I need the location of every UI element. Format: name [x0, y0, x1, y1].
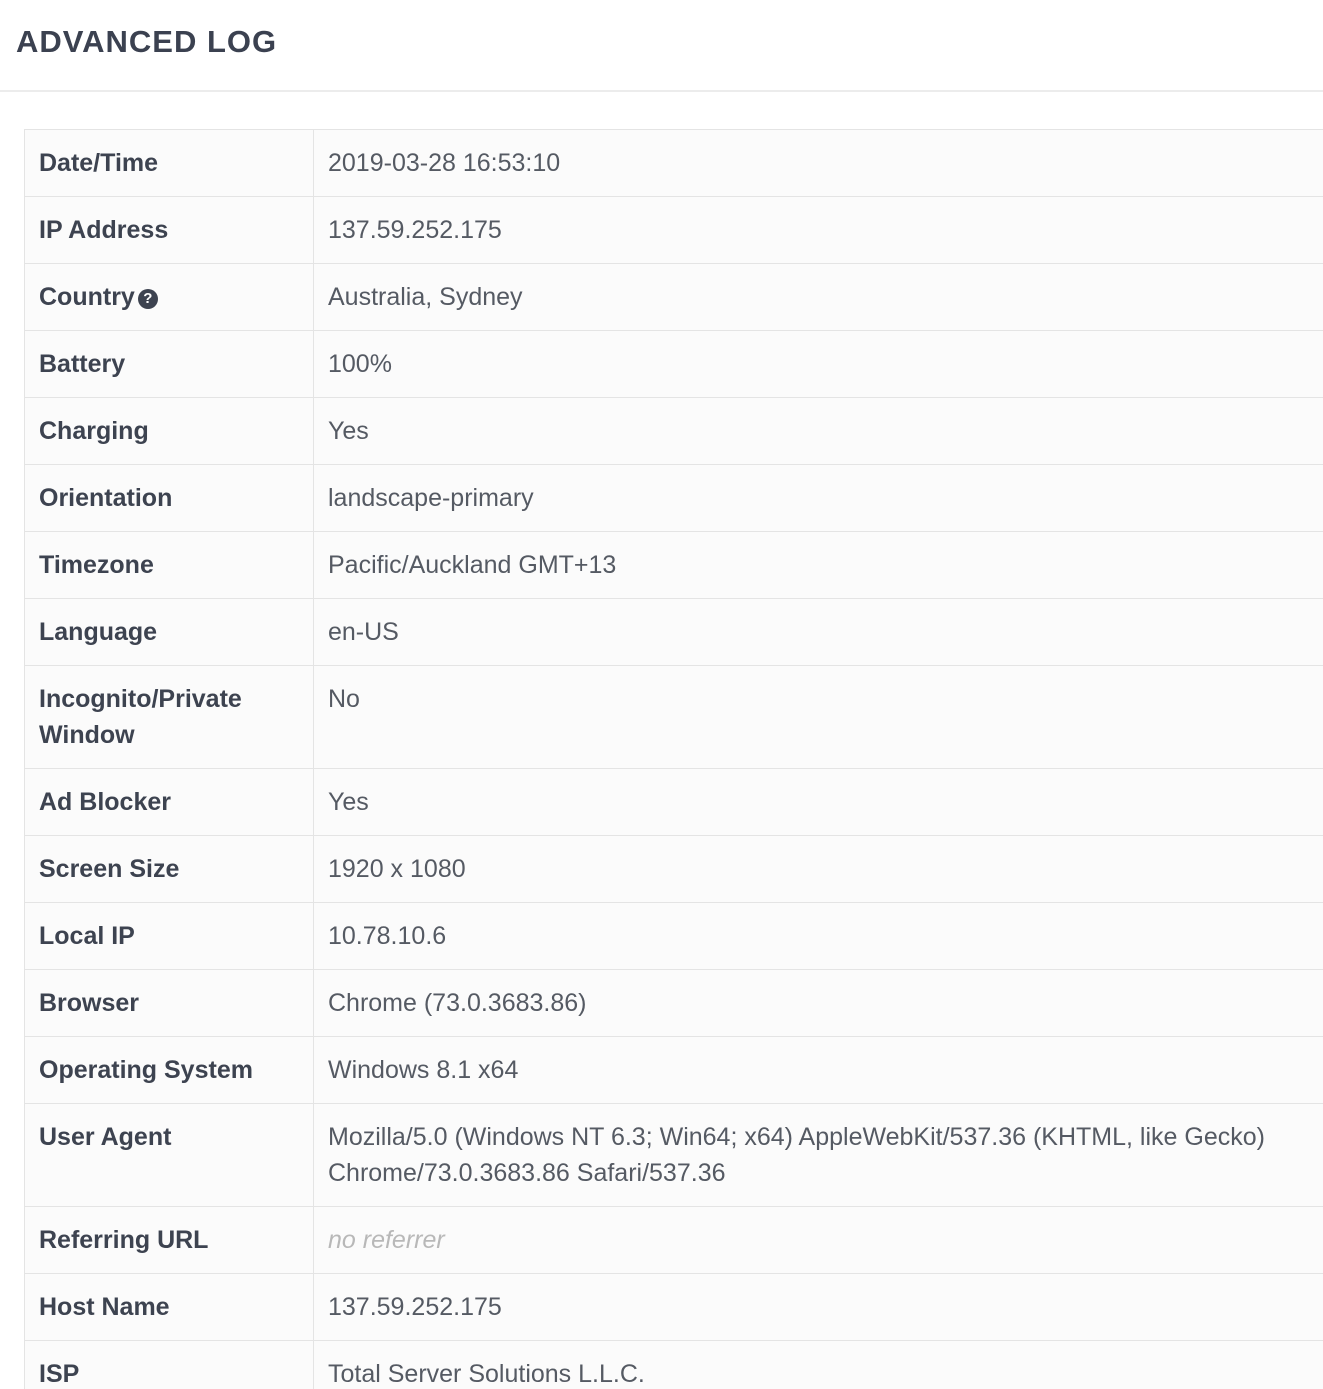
table-row	[25, 599, 1323, 666]
row-label-operating-system: Operating System	[25, 1037, 314, 1104]
row-label-language: Language	[25, 599, 314, 666]
row-label-incognito: Incognito/Private Window	[25, 666, 314, 769]
table-row	[25, 130, 1323, 197]
row-value-battery: 100%	[314, 331, 1323, 398]
row-value-country: Australia, Sydney	[314, 264, 1323, 331]
row-value-ad-blocker: Yes	[314, 769, 1323, 836]
row-value-referring-url: no referrer	[314, 1207, 1323, 1274]
table-row	[25, 666, 1323, 769]
table-row	[25, 1207, 1323, 1274]
table-row	[25, 903, 1323, 970]
table-row	[25, 264, 1323, 331]
row-label-charging: Charging	[25, 398, 314, 465]
row-label-user-agent: User Agent	[25, 1104, 314, 1207]
row-value-screen-size: 1920 x 1080	[314, 836, 1323, 903]
table-row	[25, 1274, 1323, 1341]
row-label-browser: Browser	[25, 970, 314, 1037]
row-value-charging: Yes	[314, 398, 1323, 465]
row-label-battery: Battery	[25, 331, 314, 398]
page-header	[0, 0, 1323, 92]
table-row	[25, 398, 1323, 465]
row-value-incognito: No	[314, 666, 1323, 769]
row-label-date-time: Date/Time	[25, 130, 314, 197]
row-label-referring-url: Referring URL	[25, 1207, 314, 1274]
row-label-screen-size: Screen Size	[25, 836, 314, 903]
row-label-orientation: Orientation	[25, 465, 314, 532]
table-row	[25, 769, 1323, 836]
row-value-language: en-US	[314, 599, 1323, 666]
row-label-local-ip: Local IP	[25, 903, 314, 970]
advanced-log-table	[24, 129, 1323, 1389]
row-label-ip-address: IP Address	[25, 197, 314, 264]
table-row	[25, 331, 1323, 398]
row-label-ad-blocker: Ad Blocker	[25, 769, 314, 836]
row-label-country: Country	[39, 283, 135, 311]
table-row	[25, 1104, 1323, 1207]
page-title: ADVANCED LOG	[16, 24, 278, 59]
table-row	[25, 197, 1323, 264]
table-row	[25, 970, 1323, 1037]
table-row	[25, 465, 1323, 532]
row-label-host-name: Host Name	[25, 1274, 314, 1341]
row-value-isp: Total Server Solutions L.L.C.	[314, 1341, 1323, 1389]
row-value-local-ip: 10.78.10.6	[314, 903, 1323, 970]
row-value-operating-system: Windows 8.1 x64	[314, 1037, 1323, 1104]
row-value-browser: Chrome (73.0.3683.86)	[314, 970, 1323, 1037]
row-value-date-time: 2019-03-28 16:53:10	[314, 130, 1323, 197]
table-row	[25, 532, 1323, 599]
table-row	[25, 1341, 1323, 1389]
row-value-ip-address: 137.59.252.175	[314, 197, 1323, 264]
row-value-timezone: Pacific/Auckland GMT+13	[314, 532, 1323, 599]
table-row	[25, 1037, 1323, 1104]
row-label-timezone: Timezone	[25, 532, 314, 599]
row-label-isp: ISP	[25, 1341, 314, 1389]
row-value-user-agent: Mozilla/5.0 (Windows NT 6.3; Win64; x64) AppleWebKit/537.36 (KHTML, like Gecko) Chrome/73.0.3683.86 Safari/537.36	[314, 1104, 1323, 1207]
table-row	[25, 836, 1323, 903]
row-value-host-name: 137.59.252.175	[314, 1274, 1323, 1341]
row-label-country-cell	[25, 264, 314, 331]
row-value-orientation: landscape-primary	[314, 465, 1323, 532]
question-circle-icon[interactable]: ?	[138, 289, 158, 309]
